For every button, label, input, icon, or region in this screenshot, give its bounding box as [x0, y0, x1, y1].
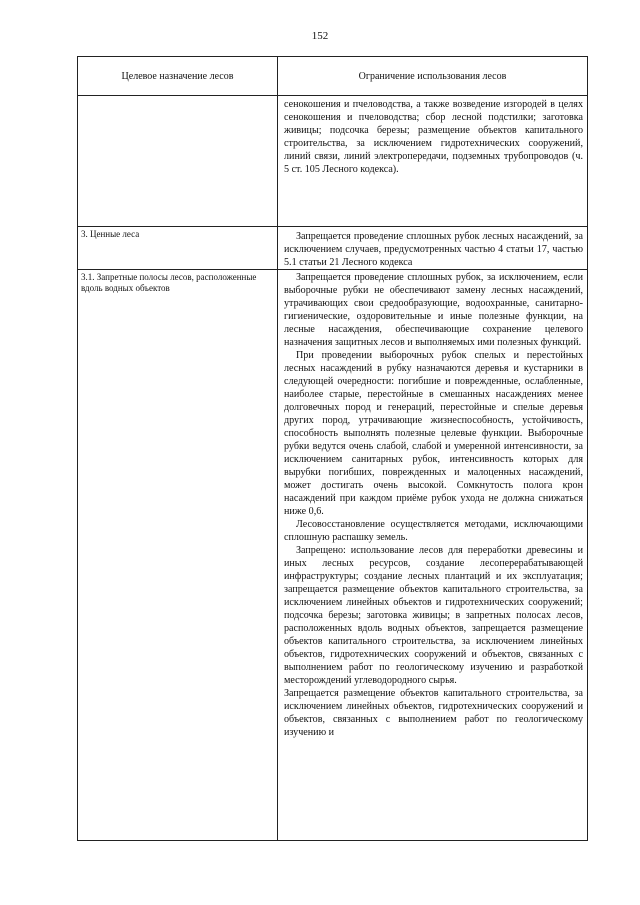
page-number: 152: [311, 30, 329, 42]
restriction-paragraph: Запрещается проведение сплошных рубок лесных насаждений, за исключением случаев, предусмотренных частью 4 статьи 17, частью 5.1 статьи 21 Лесного кодекса: [284, 231, 583, 268]
row-category-cell: 3.1. Запретные полосы лесов, расположенные вдоль водных объектов: [78, 270, 278, 841]
row-restriction-cell: [278, 270, 588, 841]
header-forest-purpose: Целевое назначение лесов: [78, 57, 278, 96]
restriction-paragraph: Лесовосстановление осуществляется методами, исключающими сплошную распашку земель.: [284, 519, 583, 543]
table-row: [78, 227, 588, 270]
row-category-cell: [78, 96, 278, 227]
header-usage-restriction: Ограничение использования лесов: [278, 57, 588, 96]
table-row: [78, 96, 588, 227]
row-restriction-cell: [278, 96, 588, 227]
table-row: [78, 270, 588, 841]
forest-restrictions-table: [77, 56, 588, 841]
row-category-cell: 3. Ценные леса: [78, 227, 278, 270]
table-header-row: [78, 57, 588, 96]
restriction-paragraph: При проведении выборочных рубок спелых и перестойных лесных насаждений в рубку назначаются деревья и кустарники в следующей очередности: погибшие и поврежденные, ослабленные, наиболее старые, перестойные в смешанных насаждениях менее долговечных пород и генераций, перестойные и спелые деревья других пород, утрачивающие жизнеспособность, устойчивость, способность выполнять полезные целевые функции. Выборочные рубки ведутся очень слабой, слабой и умеренной интенсивности, за исключением санитарных рубок, интенсивность которых для вырубки погибших, поврежденных и малоценных насаждений, может достигать очень высокой. Сомкнутость полога крон насаждений при каждом приёме рубок ухода не должна снижаться ниже 0,6.: [284, 350, 583, 517]
row-restriction-cell: [278, 227, 588, 270]
restriction-paragraph: сенокошения и пчеловодства, а также возведение изгородей в целях сенокошения и пчеловодства; сбор лесной подстилки; заготовка живицы; подсочка березы; размещение объектов капитального строительства, за исключением гидротехнических сооружений, линий связи, линий электропередачи, подземных трубопроводов (ч. 5 ст. 105 Лесного кодекса).: [284, 99, 583, 175]
restriction-paragraph: Запрещается размещение объектов капитального строительства, за исключением линейных объектов, гидротехнических сооружений и объектов, связанных с выполнением работ по геологическому изучению и: [284, 688, 583, 738]
restriction-paragraph: Запрещается проведение сплошных рубок, за исключением, если выборочные рубки не обеспечивают замену лесных насаждений, утрачивающих свои средообразующие, водоохранные, санитарно-гигиенические, оздоровительные и иные полезные функции, на лесные насаждения, обеспечивающие сохранение целевого назначения защитных лесов и выполняемых ими полезных функций.: [284, 272, 583, 348]
restriction-paragraph: Запрещено: использование лесов для переработки древесины и иных лесных ресурсов, создание лесоперерабатывающей инфраструктуры; создание лесных плантаций и их эксплуатация; запрещается размещение объектов капитального строительства, за исключением линейных объектов и гидротехнических сооружений; подсочка березы; заготовка живицы; в запретных полосах лесов, расположенных вдоль водных объектов, запрещается размещение объектов капитального строительства, за исключением линейных объектов, гидротехнических сооружений и объектов, связанных с выполнением работ по геологическому изучению и разработкой месторождений углеводородного сырья.: [284, 545, 583, 686]
